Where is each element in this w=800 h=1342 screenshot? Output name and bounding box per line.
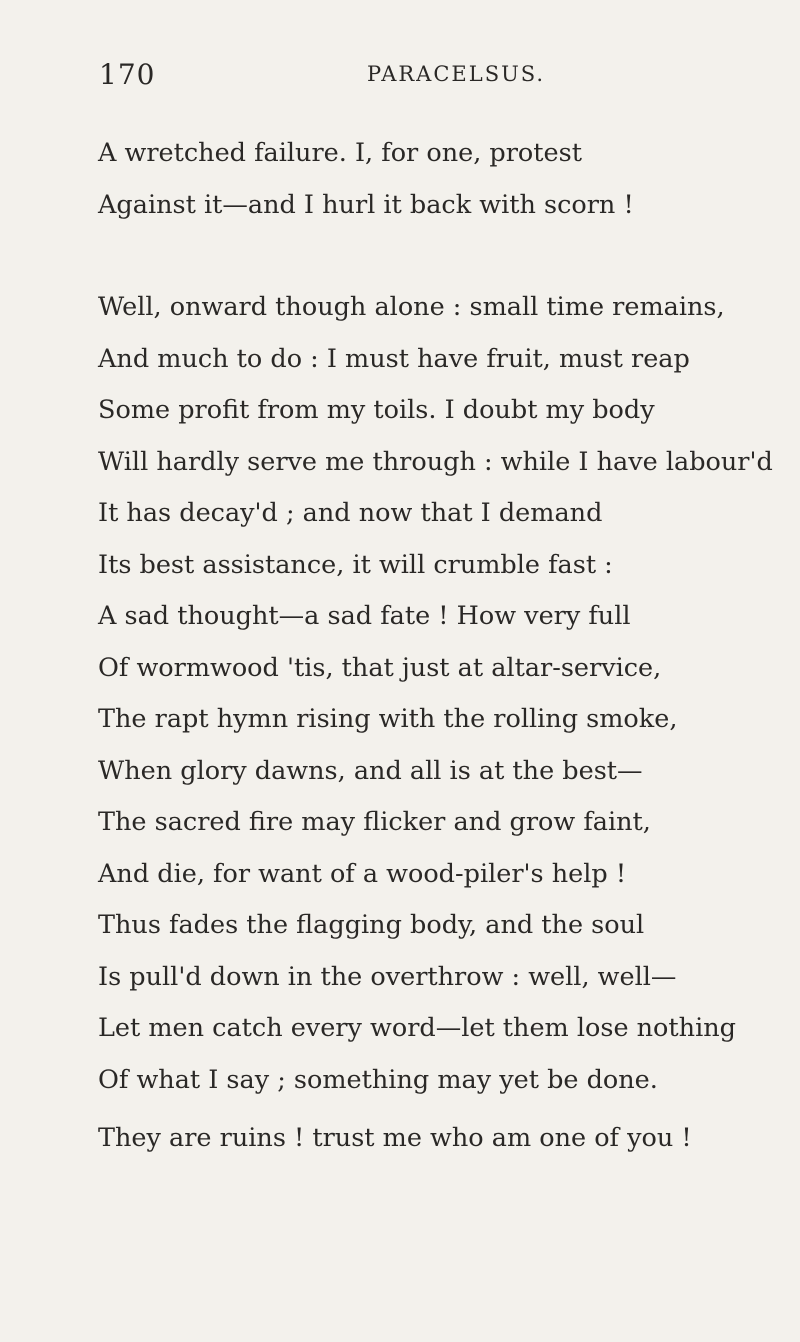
verse-line: When glory dawns, and all is at the best— [98, 755, 643, 786]
verse-line: A sad thought—a sad fate ! How very full [98, 601, 631, 631]
verse-line: The sacred fire may flicker and grow faint, [98, 807, 651, 837]
verse-line: Some profit from my toils. I doubt my body [98, 395, 655, 425]
verse-line: Its best assistance, it will crumble fast : [98, 549, 613, 580]
page-header [99, 58, 719, 98]
verse-line: Let men catch every word—let them lose nothing [98, 1013, 736, 1043]
verse-line: A wretched failure. I, for one, protest [98, 138, 582, 168]
verse-line: The rapt hymn rising with the rolling smoke, [98, 704, 678, 734]
stanza [98, 1113, 692, 1165]
verse-line: Is pull'd down in the overthrow : well, well— [98, 961, 677, 992]
verse-line: Thus fades the flagging body, and the soul [98, 910, 645, 940]
verse-line: And much to do : I must have fruit, must reap [98, 343, 690, 374]
verse-line: Of what I say ; something may yet be done. [98, 1064, 658, 1095]
verse-line: It has decay'd ; and now that I demand [98, 498, 603, 528]
page-number: 170 [99, 58, 156, 91]
stanza [98, 282, 773, 1106]
verse-line: Will hardly serve me through : while I have labour'd [98, 446, 773, 477]
verse-line: And die, for want of a wood-piler's help ! [98, 858, 627, 889]
stanza [98, 128, 634, 231]
verse-line: Against it—and I hurl it back with scorn ! [98, 189, 634, 220]
verse-line: Well, onward though alone : small time remains, [98, 292, 725, 322]
running-head: PARACELSUS. [367, 62, 546, 86]
verse-line: Of wormwood 'tis, that just at altar-service, [98, 652, 662, 683]
verse-line: They are ruins ! trust me who am one of you ! [98, 1123, 692, 1153]
